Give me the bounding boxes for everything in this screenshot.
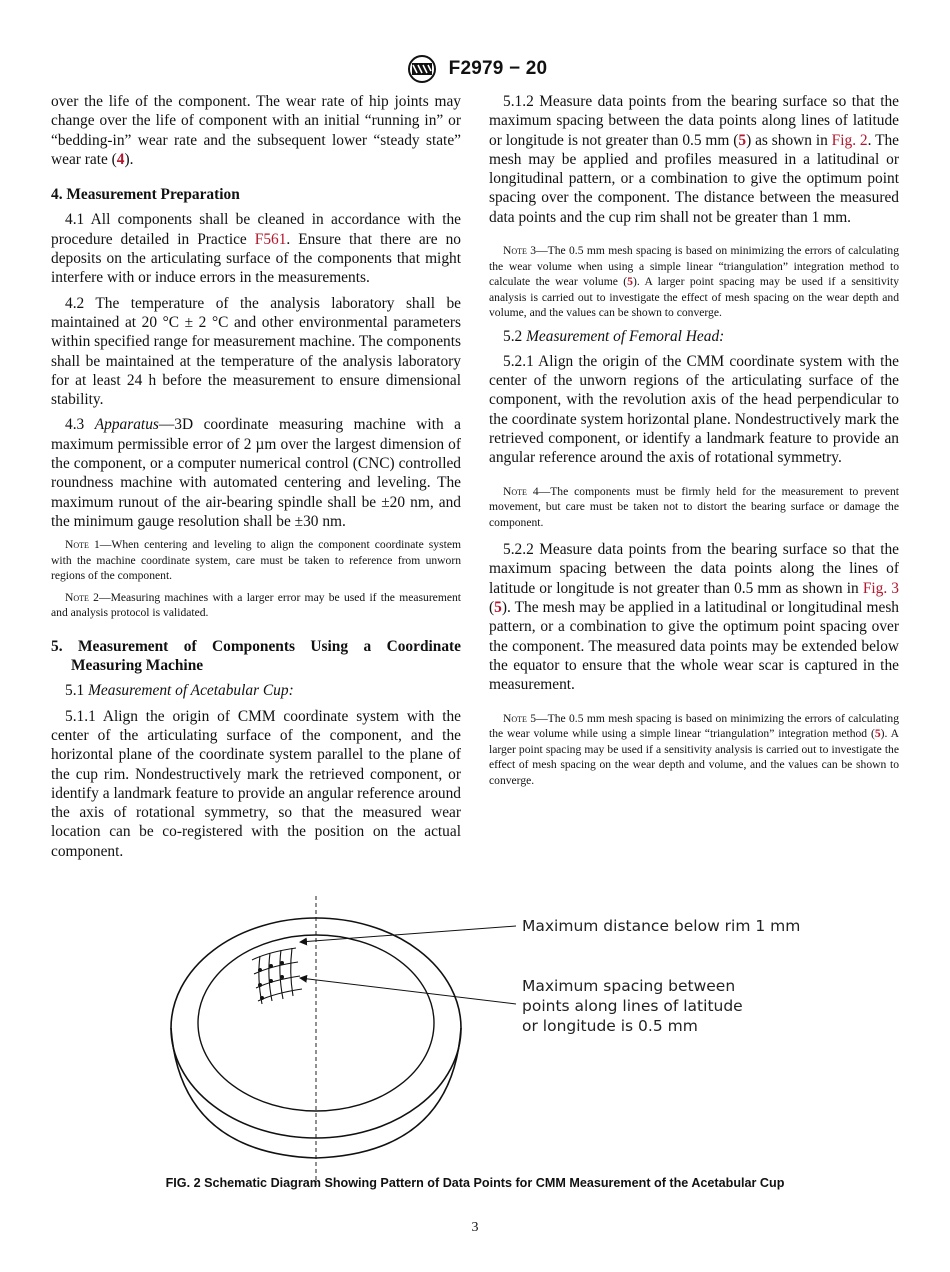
label-spacing-line-2: points along lines of latitude [522, 997, 743, 1015]
paragraph-5-2: 5.2 Measurement of Femoral Head: [503, 327, 725, 345]
paragraph-4-1: 4.1 All components shall be cleaned in accordance with the procedure detailed in Practice F561. Ensure that there are no deposits on the articulating surface of the components that might interfere with or induce errors in the measurements. [51, 211, 461, 287]
data-point-mesh [252, 948, 302, 1004]
note-1: Note 1—When centering and leveling to align the component coordinate system with the machine coordinate system, care must be taken to reference from unworn regions of the component. [51, 538, 461, 583]
figure-link-fig-2[interactable]: Fig. 2 [831, 131, 868, 149]
reference-link[interactable]: 5 [874, 727, 881, 741]
paragraph-5-2-2: 5.2.2 Measure data points from the bearing surface so that the maximum spacing between the data points along the lines of latitude or longitude is not greater than 0.5 mm as shown in Fig. 3 (5). The mesh may be applied in a latitudinal or longitudinal mesh pattern, or a combination to give the optimum point spacing over the component. The measured data points may be extended below the equator to ensure that the whole wear scar is captured in the measurement. [489, 541, 900, 694]
note-4: Note 4—The components must be firmly held for the measurement to prevent movement, but care must be taken not to distort the bearing surface or damage the component. [489, 484, 899, 529]
paragraph-4-3: 4.3 Apparatus—3D coordinate measuring machine with a maximum permissible error of 2 µm over the largest dimension of the component, or a computer numerical control (CNC) controlled roundness machine with automated centering and leveling. The maximum runout of the air-bearing spindle shall be ±20 nm, and the minimum gauge resolution shall be ±30 nm. [51, 416, 461, 530]
figure-caption: FIG. 2 Schematic Diagram Showing Pattern of Data Points for CMM Measurement of the Acetabular Cup [165, 1176, 785, 1190]
paragraph-intro: over the life of the component. The wear rate of hip joints may change over the life of component with an initial “running in” or “bedding-in” wear rate and the subsequent lower “steady state” wear rate (4). [51, 93, 461, 168]
label-rim-distance: Maximum distance below rim 1 mm [522, 917, 800, 935]
label-spacing-line-3: or longitude is 0.5 mm [522, 1017, 698, 1035]
paragraph-5-2-1: 5.2.1 Align the origin of the CMM coordinate system with the center of the unworn regions of the articulating surface of the component, with the revolution axis of the head perpendicular to the coordinate system horizontal plane. Nondestructively mark the retrieved component, or identify a landmark feature to provide an angular reference around the axis of rotational symmetry. [489, 352, 899, 467]
section-heading-4: 4. Measurement Preparation [51, 186, 240, 204]
paragraph-4-2: 4.2 The temperature of the analysis laboratory shall be maintained at 20 °C ± 2 °C and other environmental parameters within specified range for measurement machine. The components shall be maintained at the temperature of the analysis laboratory for at least 24 h before the measurement to ensure dimensional stability. [51, 294, 461, 409]
leader-line-spacing [300, 978, 516, 1004]
leader-line-rim [300, 926, 516, 942]
label-spacing-line-1: Maximum spacing between [522, 977, 736, 995]
acetabular-cup-diagram [150, 888, 800, 1188]
reference-link[interactable]: 5 [627, 275, 633, 289]
section-heading-5: 5. Measurement of Components Using a Coordinate Measuring Machine [51, 637, 461, 675]
note-3: Note 3—The 0.5 mm mesh spacing is based on minimizing the errors of calculating the wear volume when using a simple linear “triangulation” integration method to calculate the wear volume (5). A larger point spacing may be used if a sensitivity analysis is carried out to investigate the effect of mesh spacing on the wear depth and volume, and the values can be shown to converge. [489, 244, 899, 320]
note-5: Note 5—The 0.5 mm mesh spacing is based on minimizing the errors of calculating the wear volume while using a simple linear “triangulation” integration method (5). A larger point spacing may be used if a sensitivity analysis is carried out to investigate the effect of mesh spacing on the wear depth and volume, and the values can be shown to converge. [489, 711, 900, 787]
cup-outer-rim [171, 918, 461, 1138]
astm-logo-icon [403, 54, 441, 84]
paragraph-5-1-2: 5.1.2 Measure data points from the bearing surface so that the maximum spacing between the data points along lines of latitude or longitude is not greater than 0.5 mm (5) as shown in Fig. 2. The mesh may be applied and profiles measured in a latitudinal or longitudinal pattern, or a combination to give the optimum point spacing over the component. The distance between the measured data points and the cup rim shall not be greater than 1 mm. [489, 93, 899, 226]
practice-link-f561[interactable]: F561 [254, 230, 287, 248]
reference-link[interactable]: 4 [116, 150, 125, 168]
paragraph-5-1-1: 5.1.1 Align the origin of CMM coordinate system with the center of the articulating surface of the component, and the horizontal plane of the coordinate system parallel to the plane of the cup rim. Nondestructively mark the retrieved component, or identify a landmark feature to provide an angular reference around the axis of rotational symmetry, so that the measured wear location can be co-registered with the position on the actual component. [51, 707, 461, 860]
page-header [0, 52, 950, 86]
reference-link[interactable]: 5 [738, 131, 747, 149]
paragraph-5-1: 5.1 Measurement of Acetabular Cup: [65, 682, 294, 700]
right-column [489, 92, 899, 794]
left-column [51, 92, 461, 867]
standard-designation: F2979 − 20 [448, 58, 548, 79]
reference-link[interactable]: 5 [494, 599, 502, 617]
figure-link-fig-3[interactable]: Fig. 3 [862, 579, 900, 597]
note-2: Note 2—Measuring machines with a larger error may be used if the measurement and analysis protocol is validated. [51, 590, 462, 620]
page-number: 3 [471, 1220, 479, 1235]
